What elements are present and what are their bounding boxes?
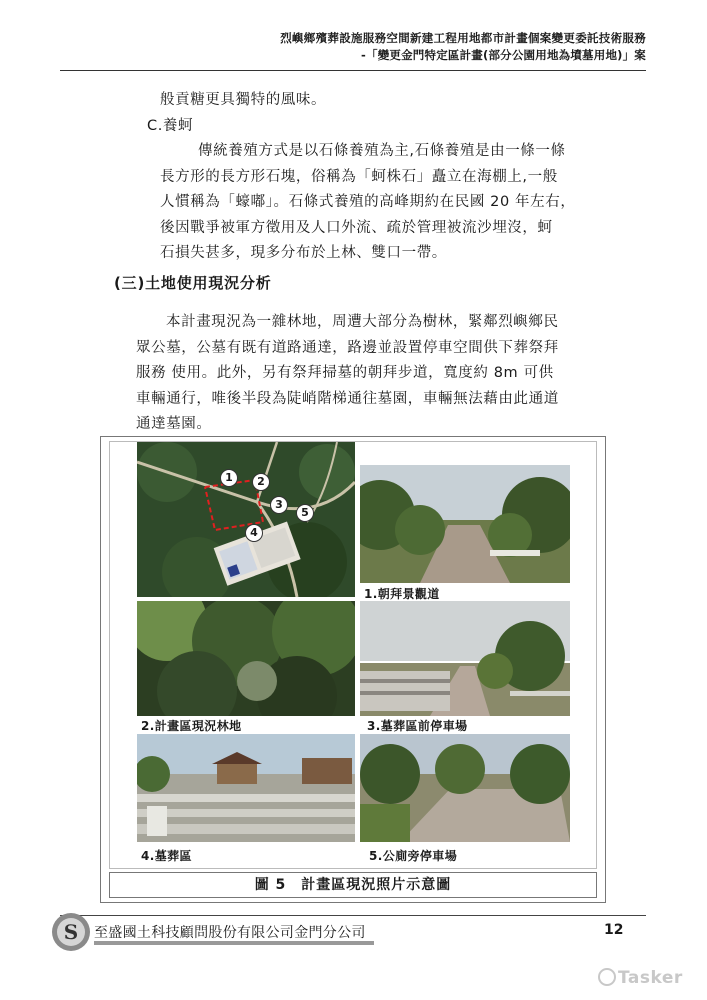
watermark-icon — [598, 968, 616, 986]
map-marker-1: 1 — [220, 469, 238, 487]
map-marker-5: 5 — [296, 504, 314, 522]
text-line: 通達墓園。 — [136, 416, 212, 432]
map-marker-2: 2 — [252, 473, 270, 491]
photo-cemetery-parking — [360, 601, 570, 716]
map-marker-4: 4 — [245, 524, 263, 542]
text-line: 眾公墓，公墓有既有道路通達，路邊並設置停車空間供下葬祭拜 — [136, 339, 559, 356]
page-number: 12 — [604, 922, 624, 938]
text-line: 本計畫現況為一雜林地，周遭大部分為樹林，緊鄰烈嶼鄉民 — [166, 314, 559, 330]
photo-restroom-parking — [360, 734, 570, 842]
text-line: 人慣稱為「蠔嘟」。石條式養殖的高峰期約在民國 20 年左右， — [160, 194, 576, 210]
paragraph-continuation: 般貢糖更具獨特的風味。 — [160, 92, 327, 108]
photo-label-3: 3.墓葬區前停車場 — [367, 719, 468, 733]
photo-cemetery — [137, 734, 355, 842]
section-title: (三)土地使用現況分析 — [114, 274, 272, 292]
land-use-paragraph — [136, 310, 604, 438]
map-marker-3: 3 — [270, 496, 288, 514]
text-line: 長方形的長方形石塊，俗稱為「蚵株石」矗立在海棚上,一般 — [160, 168, 558, 185]
subheading-oyster-farming: C.養蚵 — [147, 118, 194, 134]
company-logo — [50, 911, 92, 957]
photo-label-2: 2.計畫區現況林地 — [141, 719, 242, 733]
text-line: 服務 使用。此外，另有祭拜掃墓的朝拜步道，寬度約 8m 可供 — [136, 365, 554, 381]
text-line: 傳統養殖方式是以石條養殖為主,石條養殖是由一條一條 — [198, 143, 566, 159]
text-line: 後因戰爭被軍方徵用及人口外流、疏於管理被流沙埋沒，蚵 — [160, 219, 553, 236]
photo-pilgrimage-road — [360, 465, 570, 583]
figure-caption: 圖 5 計畫區現況照片示意圖 — [109, 872, 597, 898]
footer-divider — [60, 915, 646, 916]
watermark-text: Tasker — [618, 968, 683, 988]
footer-decoration-bar — [94, 941, 374, 945]
svg-text:S: S — [63, 920, 79, 944]
photo-forest-site — [137, 601, 355, 716]
watermark — [598, 968, 683, 988]
text-line: 車輛通行，唯後半段為陡峭階梯通往墓園，車輛無法藉由此通道 — [136, 390, 559, 407]
document-header — [60, 30, 646, 64]
text-line: 石損失甚多，現多分布於上林、雙口一帶。 — [160, 245, 447, 261]
footer-company-name: 至盛國土科技顧問股份有限公司金門分公司 — [94, 925, 366, 941]
photo-label-4: 4.墓葬區 — [141, 849, 192, 863]
aerial-map-photo — [137, 442, 355, 597]
oyster-paragraph — [160, 139, 604, 267]
header-subtitle: -「變更金門特定區計畫(部分公園用地為墳墓用地)」案 — [361, 48, 646, 62]
header-divider — [60, 70, 646, 71]
header-title: 烈嶼鄉殯葬設施服務空間新建工程用地都市計畫個案變更委託技術服務 — [280, 31, 646, 45]
photo-label-1: 1.朝拜景觀道 — [364, 587, 440, 601]
figure-frame — [100, 436, 606, 903]
photo-label-5: 5.公廁旁停車場 — [369, 849, 458, 863]
